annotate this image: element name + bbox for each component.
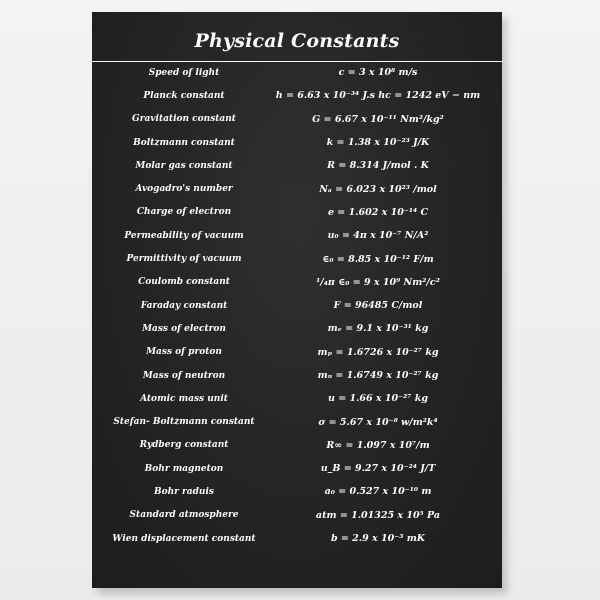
constant-value: u = 1.66 x 10⁻²⁷ kg xyxy=(328,393,428,405)
constant-row xyxy=(92,410,502,433)
constant-value: b = 2.9 x 10⁻³ mK xyxy=(330,533,426,545)
constant-row xyxy=(92,177,502,200)
constant-name: Atomic mass unit xyxy=(140,393,228,404)
constant-row xyxy=(92,457,502,480)
constant-row xyxy=(92,271,502,294)
constant-value: ∈₀ = 8.85 x 10⁻¹² F/m xyxy=(322,253,434,265)
constant-row xyxy=(92,61,502,84)
constant-value: mₙ = 1.6749 x 10⁻²⁷ kg xyxy=(317,370,439,381)
constant-row xyxy=(92,504,502,527)
constant-row xyxy=(92,480,502,503)
constant-value: h = 6.63 x 10⁻³⁴ J.s hc = 1242 eV − nm xyxy=(275,90,481,102)
constant-name: Wien displacement constant xyxy=(112,533,256,544)
constant-value: ¹/₄π ∈₀ = 9 x 10⁹ Nm²/c² xyxy=(316,276,440,288)
constant-row xyxy=(92,527,502,550)
constant-name: Mass of electron xyxy=(142,323,226,334)
constant-value: F = 96485 C/mol xyxy=(333,300,423,312)
constant-row xyxy=(92,224,502,247)
constant-value: σ = 5.67 x 10⁻⁸ w/m²k⁴ xyxy=(318,416,438,428)
constant-name: Stefan- Boltzmann constant xyxy=(113,417,255,428)
constant-name: Coulomb constant xyxy=(138,277,230,288)
constant-name: Boltzmann constant xyxy=(133,137,235,148)
poster xyxy=(92,12,502,588)
constant-name: Planck constant xyxy=(143,90,225,101)
constant-name: Mass of proton xyxy=(146,347,222,358)
constant-row xyxy=(92,201,502,224)
constant-value: e = 1.602 x 10⁻¹⁴ C xyxy=(327,206,429,218)
constant-value: mₑ = 9.1 x 10⁻³¹ kg xyxy=(327,323,429,335)
constant-value: atm = 1.01325 x 10⁵ Pa xyxy=(315,509,441,521)
constant-row xyxy=(92,294,502,317)
constant-value: R∞ = 1.097 x 10⁷/m xyxy=(326,439,430,451)
constant-name: Permittivity of vacuum xyxy=(126,254,242,265)
constants-table xyxy=(92,61,502,550)
constant-row xyxy=(92,131,502,154)
constant-name: Rydberg constant xyxy=(139,440,229,451)
constant-name: Permeability of vacuum xyxy=(124,230,244,241)
constant-name: Mass of neutron xyxy=(142,370,226,381)
constant-value: k = 1.38 x 10⁻²³ J/K xyxy=(326,137,430,149)
constant-row xyxy=(92,364,502,387)
constant-row xyxy=(92,434,502,457)
constant-name: Bohr magneton xyxy=(144,463,224,474)
constant-value: a₀ = 0.527 x 10⁻¹⁰ m xyxy=(324,486,432,498)
constant-name: Charge of electron xyxy=(136,207,232,218)
poster-title: Physical Constants xyxy=(194,30,400,52)
constant-value: R = 8.314 J/mol . K xyxy=(327,160,429,172)
constant-row xyxy=(92,84,502,107)
constant-value: u₀ = 4π x 10⁻⁷ N/A² xyxy=(327,230,429,242)
constant-name: Standard atmosphere xyxy=(129,510,239,521)
constant-value: mₚ = 1.6726 x 10⁻²⁷ kg xyxy=(317,346,439,358)
constant-value: u_B = 9.27 x 10⁻²⁴ J/T xyxy=(320,463,436,475)
constant-value: Nₐ = 6.023 x 10²³ /mol xyxy=(319,183,437,195)
constant-name: Speed of light xyxy=(148,67,220,78)
constant-row xyxy=(92,247,502,270)
constant-row xyxy=(92,108,502,131)
constant-row xyxy=(92,341,502,364)
constant-row xyxy=(92,317,502,340)
constant-value: c = 3 x 10⁸ m/s xyxy=(338,67,418,79)
constant-name: Molar gas constant xyxy=(135,160,233,171)
constant-value: G = 6.67 x 10⁻¹¹ Nm²/kg² xyxy=(312,113,444,125)
constant-name: Avogadro's number xyxy=(135,184,233,195)
constant-row xyxy=(92,387,502,410)
constant-name: Faraday constant xyxy=(140,300,228,311)
constant-row xyxy=(92,154,502,177)
constant-name: Bohr raduis xyxy=(154,486,214,497)
constant-name: Gravitation constant xyxy=(132,114,236,125)
